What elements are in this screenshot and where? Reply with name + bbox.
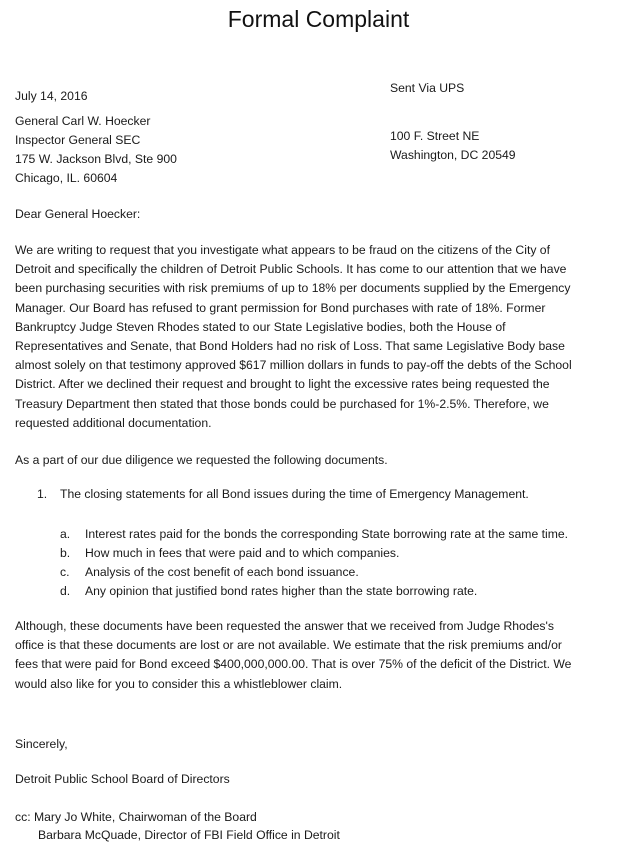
sublist-letter: c. <box>60 565 70 579</box>
sublist-item: Interest rates paid for the bonds the corresponding State borrowing rate at the same time. <box>85 527 569 541</box>
salutation: Dear General Hoecker: <box>15 207 141 221</box>
dc-address-line1: 100 F. Street NE <box>390 129 480 143</box>
paragraph-line: fees that were paid for Bond exceed $400,000,000.00. That is over 75% of the deficit of the District. We <box>15 657 572 672</box>
paragraph-line: Treasury Department then stated that those bonds could be purchased for 1%-2.5%. Therefore, we <box>15 396 549 411</box>
recipient-address-line1: 175 W. Jackson Blvd, Ste 900 <box>15 152 177 166</box>
body-paragraph-1 <box>15 241 627 433</box>
paragraph-line: been purchasing securities with risk premiums of up to 18% per documents supplied by the Emergency <box>15 281 571 296</box>
cc-line-2: Barbara McQuade, Director of FBI Field Office in Detroit <box>38 828 340 842</box>
sublist-item: Any opinion that justified bond rates higher than the state borrowing rate. <box>85 584 478 598</box>
document-title: Formal Complaint <box>227 6 410 32</box>
paragraph-line: requested additional documentation. <box>15 415 212 430</box>
letter-date: July 14, 2016 <box>15 89 88 103</box>
sent-via-note: Sent Via UPS <box>390 81 465 95</box>
sublist-letter: b. <box>60 546 71 560</box>
dc-address-line2: Washington, DC 20549 <box>390 148 516 162</box>
paragraph-line: Detroit and specifically the children of Detroit Public Schools. It has come to our attention that we have <box>15 262 567 277</box>
paragraph-line: Manager. Our Board has refused to grant permission for Bond purchases with rate of 18%. Former <box>15 300 546 315</box>
sublist-item: Analysis of the cost benefit of each bond issuance. <box>85 565 359 579</box>
sublist-item: How much in fees that were paid and to which companies. <box>85 546 400 560</box>
recipient-address-line2: Chicago, IL. 60604 <box>15 171 118 185</box>
body-paragraph-2: As a part of our due diligence we requested the following documents. <box>15 453 388 467</box>
recipient-title: Inspector General SEC <box>15 133 141 147</box>
sublist-letter: d. <box>60 584 71 598</box>
paragraph-line: Although, these documents have been requested the answer that we received from Judge Rhodes's <box>15 619 554 633</box>
paragraph-line: Representatives and Senate, that Bond Holders had no risk of Loss. That same Legislative Body base <box>15 339 565 354</box>
list-item-number: 1. <box>37 487 48 501</box>
paragraph-line: Bankruptcy Judge Steven Rhodes stated to our State Legislative bodies, both the House of <box>15 319 506 334</box>
paragraph-line: almost solely on that testimony approved $617 million dollars in funds to pay-off the debts of the School <box>15 358 572 373</box>
closing: Sincerely, <box>15 737 68 751</box>
sublist-letter: a. <box>60 527 71 541</box>
paragraph-line: would also like for you to consider this a whistleblower claim. <box>15 676 343 691</box>
recipient-name: General Carl W. Hoecker <box>15 114 151 128</box>
body-paragraph-3 <box>15 617 627 694</box>
paragraph-line: We are writing to request that you investigate what appears to be fraud on the citizens of the City of <box>15 243 550 257</box>
cc-line-1: cc: Mary Jo White, Chairwoman of the Board <box>15 810 257 824</box>
list-item-text: The closing statements for all Bond issues during the time of Emergency Management. <box>60 487 529 501</box>
paragraph-line: office is that these documents are lost or are not available. We estimate that the risk premiums and/or <box>15 638 562 653</box>
paragraph-line: District. After we declined their request and brought to light the excessive rates being requested the <box>15 377 550 392</box>
signature-organization: Detroit Public School Board of Directors <box>15 772 230 786</box>
